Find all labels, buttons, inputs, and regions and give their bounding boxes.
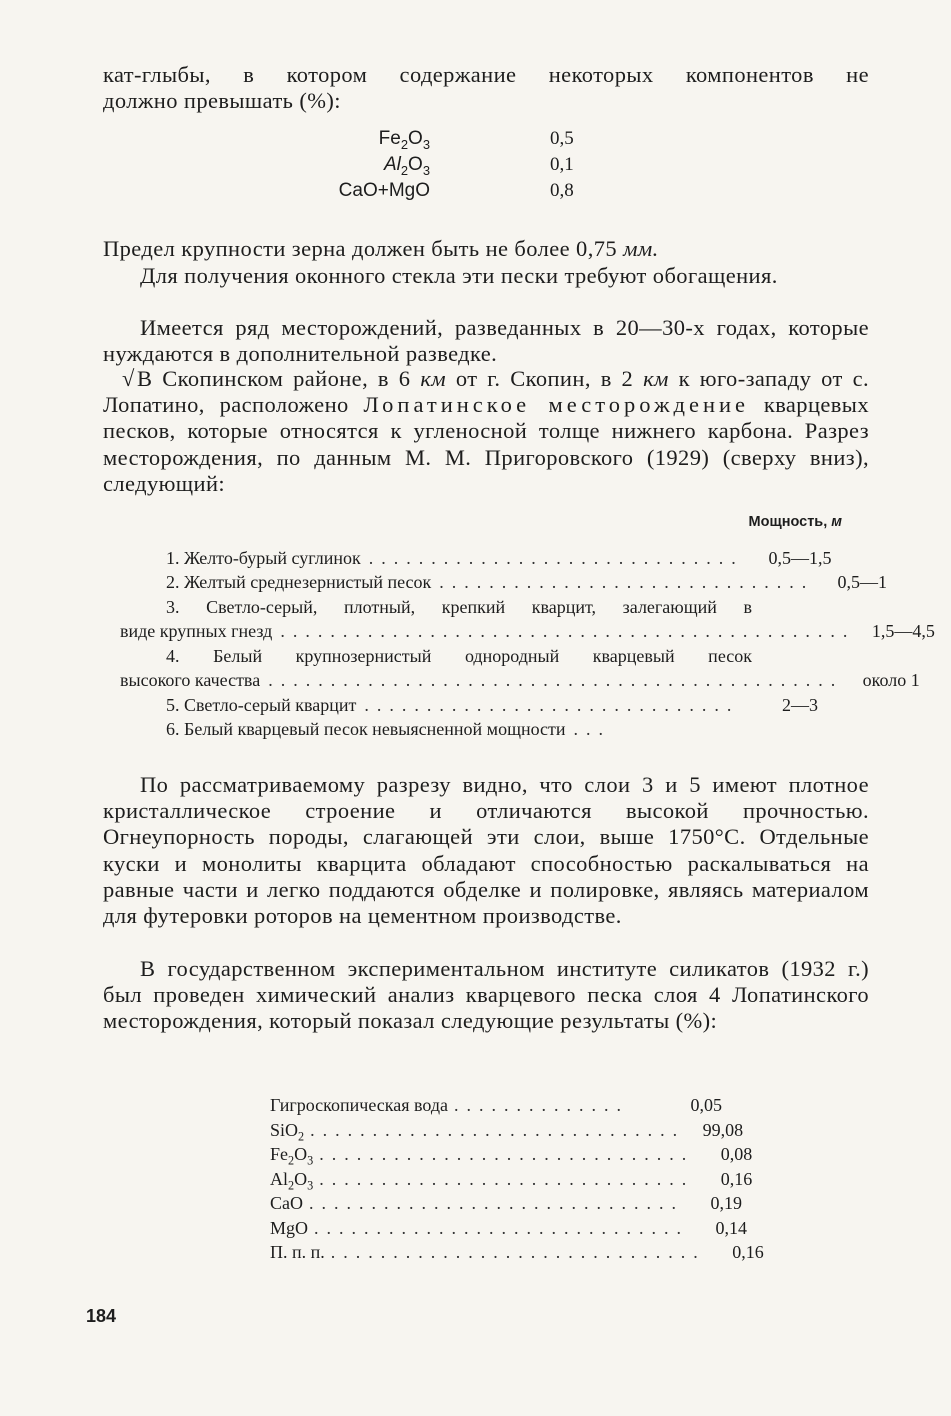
skopin-text: к юго-западу от с. Лопатино, расположено: [103, 366, 869, 418]
layer-thickness: 1,5—4,5: [871, 621, 935, 641]
limits-value: 0,8: [550, 180, 574, 201]
intro-paragraph: [103, 62, 869, 114]
limits-row: [300, 128, 600, 154]
analysis-row: П. п. п. .............................. 0,16: [270, 1240, 722, 1265]
deposit-name: Лопатинское месторождение: [363, 392, 750, 418]
chemical-analysis-table: [270, 1093, 764, 1265]
institute-paragraph: В государственном экспериментальном институте силикатов (1932 г.) был проведен химический анализ кварцевого песка слоя 4 Лопатинского месторождения, который показал следующие результаты (%):: [103, 956, 869, 1034]
analysis-row: MgO .............................. 0,14: [270, 1216, 722, 1241]
grain-size-unit: мм.: [623, 236, 659, 261]
analysis-row: $Fe_2O_3$ .............................. 0,08: [270, 1144, 753, 1168]
leader-dots: ..............................................: [268, 670, 844, 690]
leader-dots: ..............................: [364, 694, 740, 715]
thickness-column-header: Мощность, м: [748, 514, 842, 530]
analysis-value: 0,14: [715, 1217, 748, 1238]
leader-dots: ..............................................: [280, 621, 856, 641]
layer-row: 5. Светло-серый кварцит .............................. 2—3: [120, 693, 848, 718]
section-discussion-paragraph: По рассматриваемому разрезу видно, что слои 3 и 5 имеют плотное кристаллическое строение и отличаются высокой прочностью. Огнеупорность породы, слагающей эти слои, выше 1750°С. Отдельные куски и монолиты кварцита обладают способностью раскалываться на равные части и легко поддаются обделке и полировке, являясь материалом для футеровки роторов на цементном производстве.: [103, 772, 869, 929]
analysis-value: 0,16: [732, 1242, 764, 1262]
layer-thickness: 2—3: [782, 694, 818, 715]
glass-paragraph: Для получения оконного стекла эти пески требуют обогащения.: [140, 263, 778, 288]
analysis-row: CaO .............................. 0,19: [270, 1191, 722, 1216]
analysis-value: 0,05: [690, 1095, 722, 1115]
limits-value: 0,1: [550, 154, 574, 175]
limits-table: [300, 128, 600, 206]
skopin-text: В Скопинском районе, в 6: [137, 366, 421, 391]
layer-row: 6. Белый кварцевый песок невыясненной мощности ...: [120, 717, 848, 742]
layer-row: 3. Светло-серый, плотный, крепкий кварцит, залегающий в виде крупных гнезд .............................................. 1,5—4,5: [120, 595, 848, 644]
limits-component: $Al_2O_3$: [383, 154, 430, 178]
skopin-text: кварцевых песков, которые относятся к угленосной толще нижнего карбона. Разрез месторождения, по данным М. М. Пригоровского (1929) (сверху вниз), следующий:: [103, 392, 869, 496]
leader-dots: ..............................: [319, 1168, 695, 1189]
leader-dots: ..............................: [368, 547, 744, 568]
skopin-text: от г. Скопин, в 2: [446, 366, 644, 391]
analysis-row: Гигроскопическая вода .............. 0,05: [270, 1093, 722, 1118]
leader-dots: ..............................: [319, 1144, 695, 1164]
distance-unit: км: [420, 366, 446, 391]
limits-component: CaO+MgO: [338, 180, 430, 201]
leader-dots: ..............................: [309, 1193, 684, 1213]
handwritten-checkmark: √: [122, 366, 135, 391]
layer-thickness: 0,5—1,5: [768, 547, 832, 568]
limits-row: [300, 180, 600, 206]
layer-thickness: около 1: [862, 670, 920, 690]
leader-dots: ...: [573, 719, 612, 739]
layer-thickness: 0,5—1: [837, 572, 888, 592]
analysis-row: $Al_2O_3$ .............................. 0,16: [270, 1168, 753, 1193]
analysis-value: 0,19: [710, 1193, 742, 1213]
limits-component: $Fe_2O_3$: [378, 128, 430, 152]
geologic-section-table: [120, 510, 935, 742]
leader-dots: ..............: [454, 1095, 629, 1115]
leader-dots: ..............................: [330, 1242, 706, 1262]
leader-dots: ..............................: [314, 1217, 690, 1238]
limits-value: 0,5: [550, 128, 574, 149]
analysis-value: 0,16: [720, 1168, 753, 1189]
skopin-paragraph: [103, 366, 869, 497]
page-number: 184: [86, 1306, 117, 1326]
analysis-row: SiO$_2$ .............................. 99,08: [270, 1119, 744, 1144]
distance-unit: км: [643, 366, 669, 391]
intro-line: должно превышать (%):: [103, 88, 341, 114]
layer-row: 1. Желто-бурый суглинок .............................. 0,5—1,5: [120, 546, 848, 571]
leader-dots: ..............................: [310, 1119, 686, 1140]
leader-dots: ..............................: [439, 572, 815, 592]
layer-row: 4. Белый крупнозернистый однородный кварцевый песок высокого качества .............................................. около 1: [120, 644, 848, 693]
layer-row: 2. Желтый среднезернистый песок .............................. 0,5—1: [120, 570, 848, 595]
limits-row: [300, 154, 600, 180]
analysis-value: 99,08: [702, 1119, 744, 1140]
analysis-value: 0,08: [720, 1144, 753, 1164]
grain-size-paragraph: [103, 236, 869, 262]
grain-size-text: Предел крупности зерна должен быть не более 0,75: [103, 236, 618, 261]
intro-line: кат-глыбы, в котором содержание некоторых компонентов не: [103, 62, 869, 87]
deposits-paragraph: Имеется ряд месторождений, разведанных в 20—30-х годах, которые нуждаются в дополнительной разведке.: [103, 315, 869, 367]
